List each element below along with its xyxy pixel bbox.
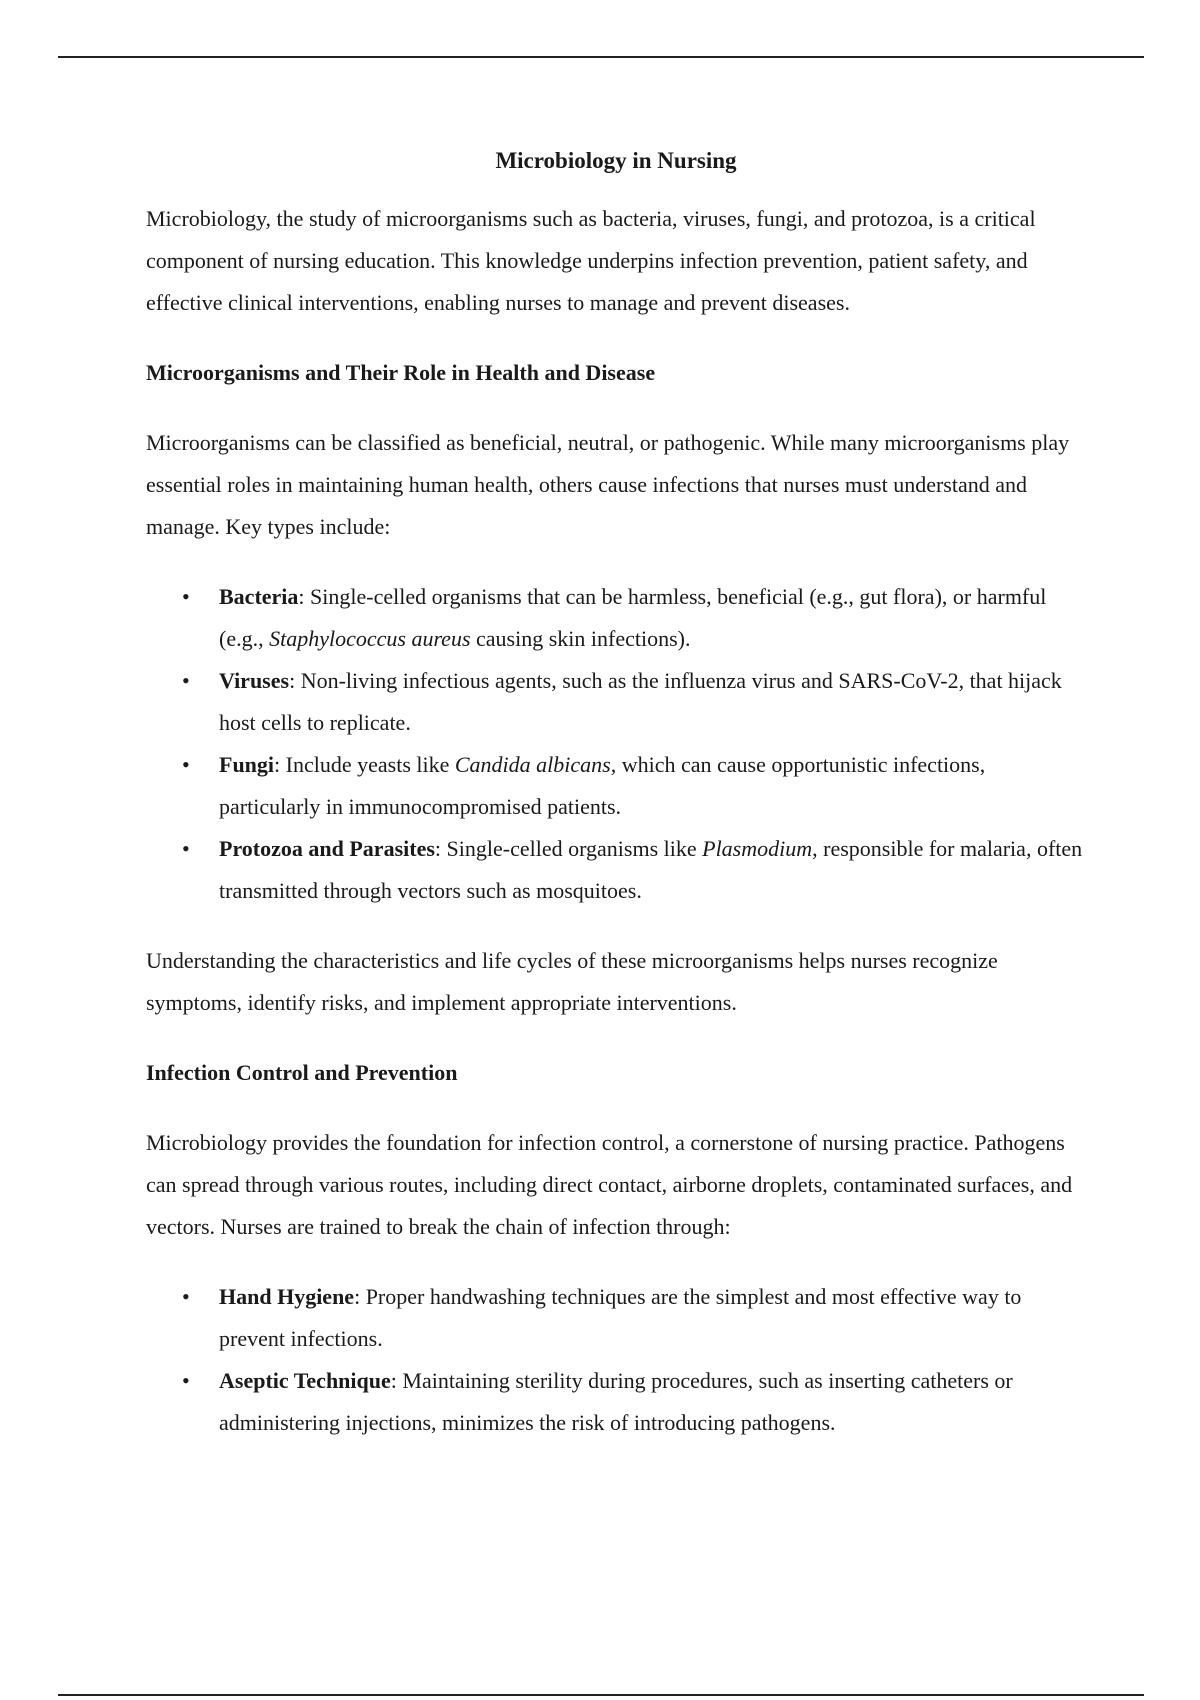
bullet-term: Bacteria <box>219 584 299 609</box>
list-item <box>146 1276 1086 1360</box>
top-rule <box>58 56 1144 58</box>
list-item <box>146 576 1086 660</box>
bullet-text: : Proper handwashing techniques are the simplest and most effective way to prevent infections. <box>219 1284 1022 1351</box>
bullet-italic: Plasmodium <box>702 836 813 861</box>
section-heading-infection-control: Infection Control and Prevention <box>146 1060 458 1085</box>
document-title: Microbiology in Nursing <box>495 148 737 173</box>
bullet-text: : Single-celled organisms that can be harmless, beneficial (e.g., gut flora), or harmful (e.g., <box>219 584 1047 651</box>
bullet-text: : Non-living infectious agents, such as the influenza virus and SARS-CoV-2, that hijack host cells to replicate. <box>219 668 1062 735</box>
bullet-term: Protozoa and Parasites <box>219 836 435 861</box>
bullet-term: Fungi <box>219 752 275 777</box>
section1-paragraph: Microorganisms can be classified as beneficial, neutral, or pathogenic. While many microorganisms play essential roles in maintaining human health, others cause infections that nurses must understand and manage. Key types include: <box>146 430 1070 539</box>
intro-paragraph: Microbiology, the study of microorganisms such as bacteria, viruses, fungi, and protozoa, is a critical component of nursing education. This knowledge underpins infection prevention, patient safety, and effective clinical interventions, enabling nurses to manage and prevent diseases. <box>146 206 1036 315</box>
list-item <box>146 1360 1086 1444</box>
section2-paragraph: Microbiology provides the foundation for infection control, a cornerstone of nursing practice. Pathogens can spread through various routes, including direct contact, airborne droplets, contaminated surfaces, and vectors. Nurses are trained to break the chain of infection through: <box>146 1130 1073 1239</box>
bullet-italic: Staphylococcus aureus <box>269 626 471 651</box>
bullet-italic: Candida albicans <box>454 752 611 777</box>
bullet-text-after: , responsible for malaria, often transmitted through vectors such as mosquitoes. <box>219 836 1083 903</box>
bullet-term: Hand Hygiene <box>219 1284 355 1309</box>
bullet-text-after: causing skin infections). <box>470 626 691 651</box>
bullet-text: : Maintaining sterility during procedures, such as inserting catheters or administering injections, minimizes the risk of introducing pathogens. <box>219 1368 1013 1435</box>
bullet-text-after: , which can cause opportunistic infections, particularly in immunocompromised patients. <box>219 752 986 819</box>
bullet-term: Viruses <box>219 668 290 693</box>
bullet-text: : Include yeasts like <box>274 752 455 777</box>
section1-closing-paragraph: Understanding the characteristics and life cycles of these microorganisms helps nurses recognize symptoms, identify risks, and implement appropriate interventions. <box>146 948 998 1015</box>
document-page <box>146 140 1086 1472</box>
list-item <box>146 828 1086 912</box>
section-heading-microorganisms: Microorganisms and Their Role in Health and Disease <box>146 360 656 385</box>
microorganism-types-list <box>146 576 1086 912</box>
infection-control-list <box>146 1276 1086 1444</box>
bullet-text: : Single-celled organisms like <box>434 836 703 861</box>
bullet-term: Aseptic Technique <box>219 1368 391 1393</box>
list-item <box>146 744 1086 828</box>
list-item <box>146 660 1086 744</box>
bottom-rule <box>58 1694 1144 1696</box>
